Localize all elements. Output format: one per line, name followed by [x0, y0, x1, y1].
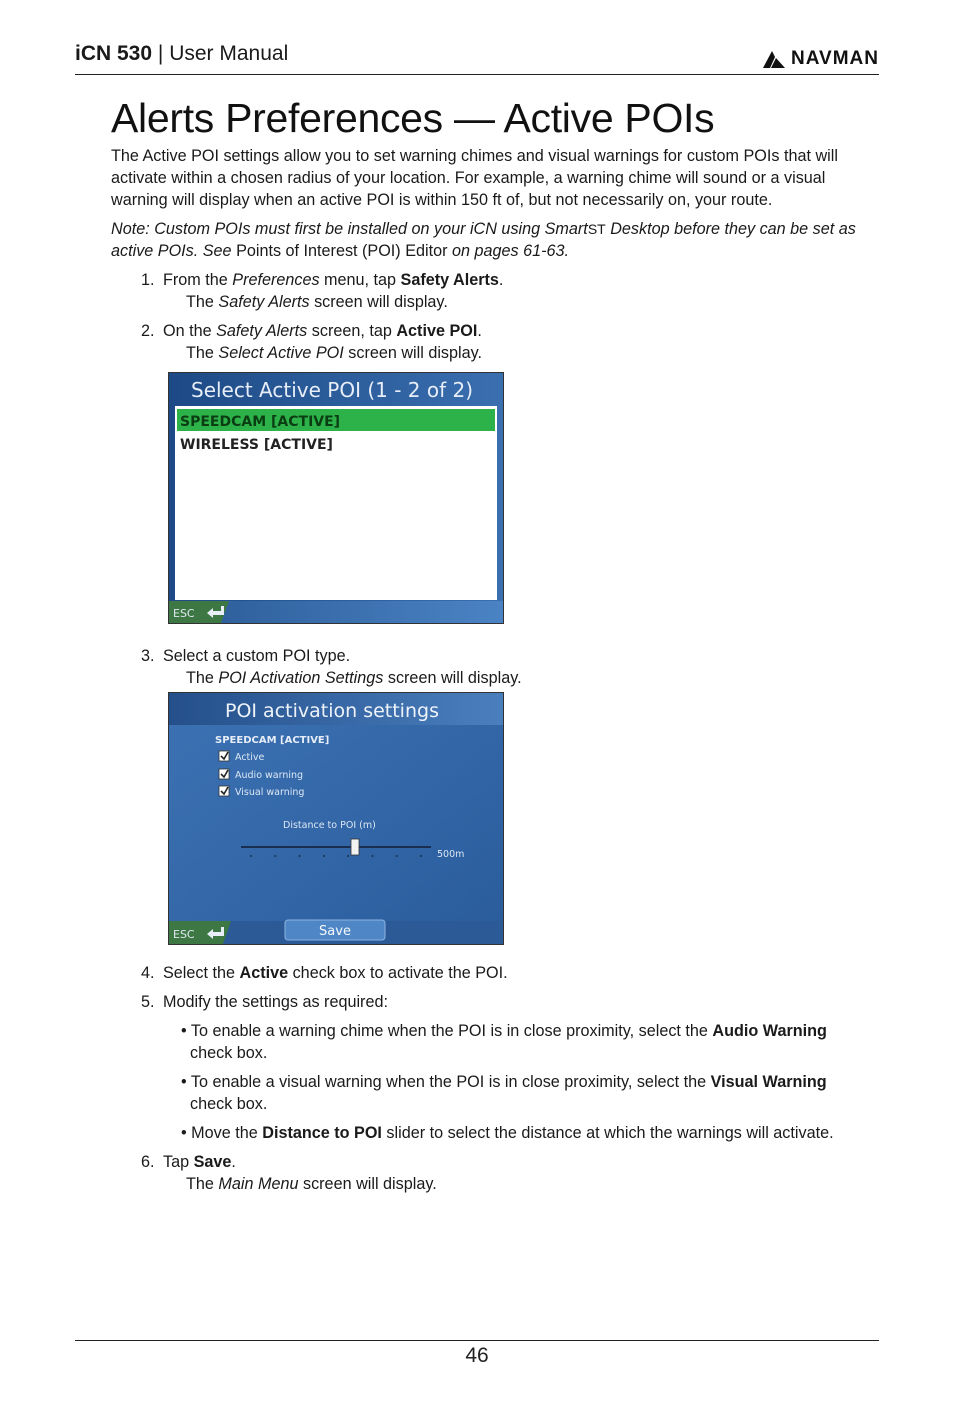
step-text: Select the: [163, 964, 240, 982]
page-number: 46: [465, 1344, 489, 1367]
step-text: menu, tap: [319, 271, 401, 289]
slider-tick: [420, 855, 422, 857]
step-result: The Safety Alerts screen will display.: [186, 293, 448, 311]
step-text-bold: Active: [239, 964, 289, 982]
page-body: [111, 145, 881, 1202]
step-text: check box to activate the POI.: [288, 964, 508, 982]
step-3: [111, 645, 881, 689]
select-active-poi-screenshot: [168, 372, 504, 624]
esc-button[interactable]: ESC: [173, 607, 195, 620]
step-number: 6.: [141, 1153, 155, 1171]
step-4: [111, 962, 881, 984]
slider-tick: [371, 855, 373, 857]
navman-logo: [761, 47, 879, 71]
bullet-item: • To enable a visual warning when the POI is in close proximity, select the Visual Warning check box.: [181, 1073, 827, 1113]
screen2-title: POI activation settings: [225, 700, 439, 722]
step-6: [111, 1151, 881, 1195]
step-result: The Main Menu screen will display.: [186, 1175, 437, 1193]
step-text: On the: [163, 322, 217, 340]
save-button-label: Save: [319, 924, 351, 939]
poi-type-label: SPEEDCAM [ACTIVE]: [215, 735, 330, 746]
checkbox-active-label: Active: [235, 752, 265, 763]
esc-button[interactable]: ESC: [173, 928, 195, 941]
step-text: Modify the settings as required:: [163, 993, 388, 1011]
step-text: From the: [163, 271, 233, 289]
slider-tick: [299, 855, 301, 857]
step-result: The Select Active POI screen will display.: [186, 344, 483, 362]
note-text-3: on pages 61-63.: [447, 242, 569, 260]
bullet-item: • Move the Distance to POI slider to select the distance at which the warnings will activate.: [181, 1124, 834, 1142]
slider-tick: [347, 855, 349, 857]
slider-label: Distance to POI (m): [283, 820, 376, 831]
step-text-bold: Safety Alerts: [400, 271, 499, 289]
note-reference: Points of Interest (POI) Editor: [236, 242, 448, 260]
step-text: .: [231, 1153, 236, 1171]
product-name: iCN 530: [75, 42, 153, 65]
step-text: .: [498, 271, 504, 289]
brand-name: NAVMAN: [791, 48, 879, 69]
step-text: .: [477, 322, 482, 340]
step-text: Tap: [163, 1153, 194, 1171]
poi-activation-settings-screenshot: [168, 692, 504, 945]
select-active-poi-screen: [169, 373, 503, 623]
screen1-title: Select Active POI (1 - 2 of 2): [191, 378, 474, 402]
step-2: [111, 320, 881, 364]
checkbox-visual-label: Visual warning: [235, 787, 305, 798]
list-item-wireless[interactable]: WIRELESS [ACTIVE]: [180, 437, 333, 453]
bullet-item: • To enable a warning chime when the POI is in close proximity, select the Audio Warning check box.: [181, 1022, 827, 1062]
slider-tick: [250, 855, 252, 857]
page-header: [75, 42, 879, 75]
step-text-italic: Safety Alerts: [216, 322, 308, 340]
navman-logo-icon: [761, 49, 787, 69]
step-result: The POI Activation Settings screen will display.: [186, 669, 522, 687]
doc-name: User Manual: [169, 42, 289, 65]
page-title: Alerts Preferences — Active POIs: [111, 95, 715, 141]
poi-activation-screen: [169, 693, 503, 944]
slider-thumb[interactable]: [351, 839, 359, 855]
note-paragraph: [111, 218, 881, 262]
slider-tick: [274, 855, 276, 857]
step-5: [111, 991, 881, 1013]
header-separator: |: [157, 42, 164, 65]
footer-rule: [75, 1340, 879, 1341]
list-item-speedcam[interactable]: SPEEDCAM [ACTIVE]: [180, 414, 341, 430]
header-title: [75, 42, 288, 66]
step-1: [111, 269, 881, 313]
note-text: Note: Custom POIs must first be installed on your iCN using Smart: [111, 220, 588, 238]
bullet-list: [106, 1020, 881, 1144]
note-text-2: Desktop before they can be set as active POIs. See: [111, 220, 856, 260]
step-text: screen, tap: [307, 322, 397, 340]
slider-tick: [323, 855, 325, 857]
slider-value: 500m: [437, 849, 465, 860]
checkbox-active[interactable]: [219, 751, 265, 763]
step-number: 1.: [141, 271, 155, 289]
checkbox-audio-label: Audio warning: [235, 770, 304, 781]
step-number: 3.: [141, 647, 155, 665]
step-number: 2.: [141, 322, 155, 340]
step-text-italic: Preferences: [232, 271, 320, 289]
step-text-bold: Save: [193, 1153, 232, 1171]
step-text: Select a custom POI type.: [163, 647, 351, 665]
step-number: 4.: [141, 964, 155, 982]
step-text-bold: Active POI: [396, 322, 478, 340]
slider-tick: [396, 855, 398, 857]
intro-paragraph: The Active POI settings allow you to set warning chimes and visual warnings for custom POIs that will activate within a chosen radius of your location. For example, a warning chime will sound or a visual warning will display when an active POI is within 150 ft of, but not necessarily on, your route.: [111, 147, 838, 209]
note-st: ST: [587, 221, 606, 237]
step-number: 5.: [141, 993, 155, 1011]
